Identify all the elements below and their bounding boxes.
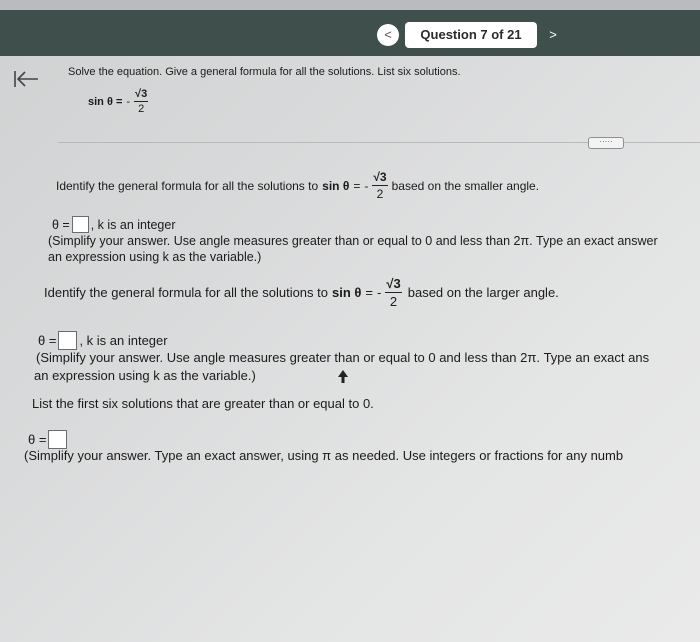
part3-answer-row <box>28 430 69 449</box>
part2-k-text: , k is an integer <box>79 333 168 348</box>
given-denominator: 2 <box>138 103 145 115</box>
back-arrow-icon[interactable] <box>12 68 42 90</box>
mouse-cursor-icon <box>338 370 350 384</box>
part2-sign: - <box>377 285 382 300</box>
question-nav-bar <box>0 10 700 56</box>
part1-answer-row <box>52 216 176 233</box>
part3-answer-input[interactable] <box>48 430 67 449</box>
part2-answer-row <box>38 331 168 350</box>
part1-numerator: √3 <box>373 170 387 184</box>
problem-prompt: Solve the equation. Give a general formula for all the solutions. List six solutions. <box>68 66 461 78</box>
part2-text-before: Identify the general formula for all the solutions to <box>44 285 328 300</box>
part1-k-text: , k is an integer <box>90 217 176 232</box>
part1-sin: sin θ <box>322 178 350 193</box>
part2-instruction <box>44 276 559 309</box>
part2-numerator: √3 <box>386 276 401 291</box>
part2-answer-input[interactable] <box>58 331 77 350</box>
part1-equals: = <box>353 178 361 193</box>
part1-denominator: 2 <box>376 187 384 201</box>
part1-sign: - <box>364 178 369 193</box>
part3-hint-1: (Simplify your answer. Type an exact answer, using π as needed. Use integers or fractions for any numb <box>24 448 624 463</box>
part2-theta-label: θ = <box>38 333 57 348</box>
part2-denominator: 2 <box>389 294 398 309</box>
part1-answer-input[interactable] <box>72 216 89 233</box>
more-options-button[interactable]: ····· <box>588 137 624 149</box>
given-lhs: sin θ = <box>88 95 123 108</box>
top-strip <box>0 0 700 10</box>
part1-theta-label: θ = <box>52 217 70 232</box>
given-fraction <box>134 88 148 115</box>
part1-text-after: based on the smaller angle. <box>391 178 540 193</box>
part1-text-before: Identify the general formula for all the solutions to <box>56 178 319 193</box>
part3-theta-label: θ = <box>28 432 47 447</box>
given-sign: - <box>126 95 131 108</box>
part2-fraction <box>385 276 401 309</box>
part1-hint-2: an expression using k as the variable.) <box>48 250 262 264</box>
given-numerator: √3 <box>135 88 148 100</box>
part2-equals: = <box>365 285 374 300</box>
part2-text-after: based on the larger angle. <box>407 285 559 300</box>
next-question-button[interactable]: > <box>549 27 557 42</box>
part1-instruction <box>56 170 539 201</box>
part1-hint-1: (Simplify your answer. Use angle measures greater than or equal to 0 and less than 2π. Type an exact answer <box>48 234 658 248</box>
part2-hint-1: (Simplify your answer. Use angle measures greater than or equal to 0 and less than 2π. Type an exact ans <box>36 350 650 365</box>
part1-fraction <box>372 170 387 201</box>
given-equation <box>88 88 152 115</box>
question-counter[interactable]: Question 7 of 21 <box>405 22 537 48</box>
previous-question-button[interactable]: < <box>377 24 399 46</box>
part2-sin: sin θ <box>332 285 362 300</box>
part3-instruction: List the first six solutions that are greater than or equal to 0. <box>32 396 374 411</box>
part2-hint-2: an expression using k as the variable.) <box>34 368 256 383</box>
